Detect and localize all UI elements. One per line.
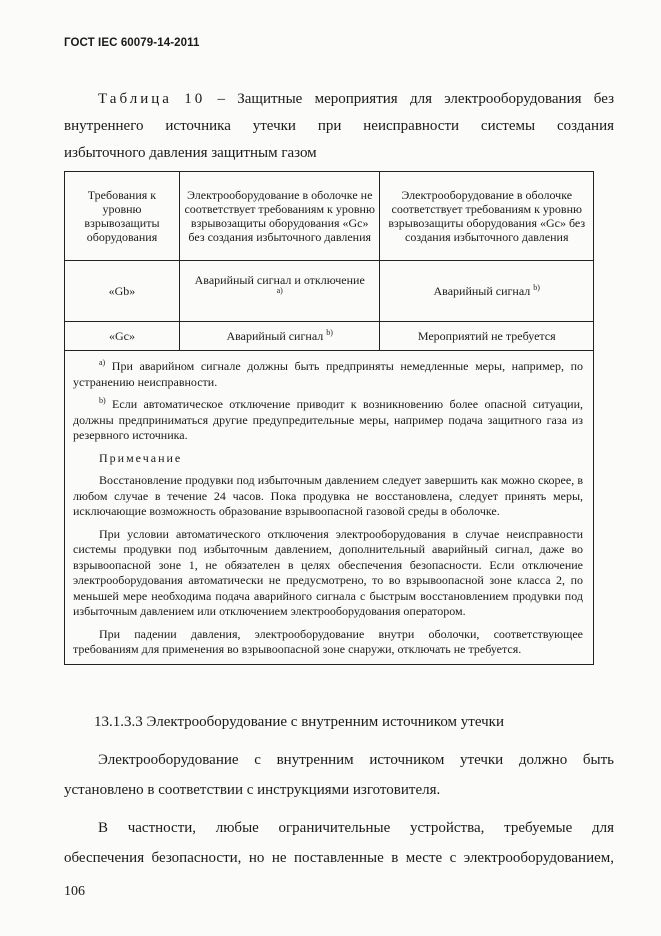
section-heading: 13.1.3.3 Электрооборудование с внутренним источником утечки <box>94 714 504 730</box>
table-header-row <box>65 172 594 261</box>
table-caption <box>64 86 614 167</box>
page-number: 106 <box>64 884 85 899</box>
paragraph-line: Электрооборудование с внутренним источником утечки должно быть <box>98 752 614 768</box>
table-row <box>65 261 594 322</box>
caption-title-start: – Защитные мероприятия для электрооборудования без <box>217 91 614 107</box>
header-cell-not-gc: Электрооборудование в оболочке не соответствует требованиям к уровню взрывозащиты оборудования «Gc» без создания избыточного давления <box>179 172 380 261</box>
paragraph-line: установлено в соответствии с инструкциями изготовителя. <box>64 782 441 798</box>
caption-line-2: внутреннего источника утечки при неисправности системы создания <box>64 118 614 134</box>
header-cell-level: Требования к уровню взрывозащиты оборудования <box>65 172 180 261</box>
table-notes-row <box>65 351 594 665</box>
paragraph-line: В частности, любые ограничительные устройства, требуемые для <box>98 820 614 836</box>
protection-measures-table <box>64 171 594 665</box>
caption-word: Таблица <box>98 91 172 107</box>
cell-gc-not-gc: Аварийный сигнал $^{b)}$ <box>179 322 380 351</box>
cell-gc-gc: Мероприятий не требуется <box>380 322 594 351</box>
document-code: ГОСТ IEC 60079-14-2011 <box>64 37 200 49</box>
cell-level-gc: «Gc» <box>65 322 180 351</box>
caption-line-1 <box>64 86 614 113</box>
note-paragraph: Восстановление продувки под избыточным давлением следует завершить как можно скорее, в любом случае в течение 24 часов. Пока продувка не восстановлена, следует принять меры, исключающие возможность образование взрывоопасной газовой среды в оболочке. <box>73 473 583 518</box>
note-paragraph: При падении давления, электрооборудование внутри оболочки, соответствующее требованиям для применения во взрывоопасной зоне снаружи, отключать не требуется. <box>73 626 583 656</box>
footnote-mark: a) <box>276 286 283 295</box>
body-text <box>64 707 614 873</box>
footnote-mark: b) <box>326 328 333 337</box>
header-cell-gc: Электрооборудование в оболочке соответствует требованиям к уровню взрывозащиты оборудования «Gc» без создания избыточного давления <box>380 172 594 261</box>
table-row <box>65 322 594 351</box>
cell-gb-not-gc: Аварийный сигнал и отключение a) <box>179 261 380 322</box>
cell-level-gb: «Gb» <box>65 261 180 322</box>
caption-line-3: избыточного давления защитным газом <box>64 145 317 161</box>
cell-gb-gc: Аварийный сигнал $^{b)}$ <box>380 261 594 322</box>
footnote-b: $^{b)}$ Если автоматическое отключение приводит к возникновению более опасной ситуации, должны предприниматься другие предупредительные меры, например подача защитного газа из резервного источника. <box>73 396 584 442</box>
note-title: Примечание <box>99 450 183 465</box>
caption-number: 10 <box>184 91 206 107</box>
footnote-a: $^{a)}$ При аварийном сигнале должны быть предприняты немедленные меры, например, по устранению неисправности. <box>73 358 583 389</box>
footnote-mark: b) <box>533 283 540 292</box>
note-paragraph: При условии автоматического отключения электрооборудования в случае неисправности системы продувки под избыточным давлением, дополнительный аварийный сигнал, даже во взрывоопасной зоне 1, не обязателен в целях обеспечения безопасности. Если отключение электрооборудования автоматически не предусмотрено, то во взрывоопасной зоне класса 2, по меньшей мере необходима подача аварийного сигнала с быстрым восстановлением продувки под избыточным давлением или отключением электрооборудования оператором. <box>73 526 583 618</box>
table-notes <box>65 351 594 665</box>
paragraph-line: обеспечения безопасности, но не поставленные в месте с электрооборудованием, <box>64 850 614 866</box>
